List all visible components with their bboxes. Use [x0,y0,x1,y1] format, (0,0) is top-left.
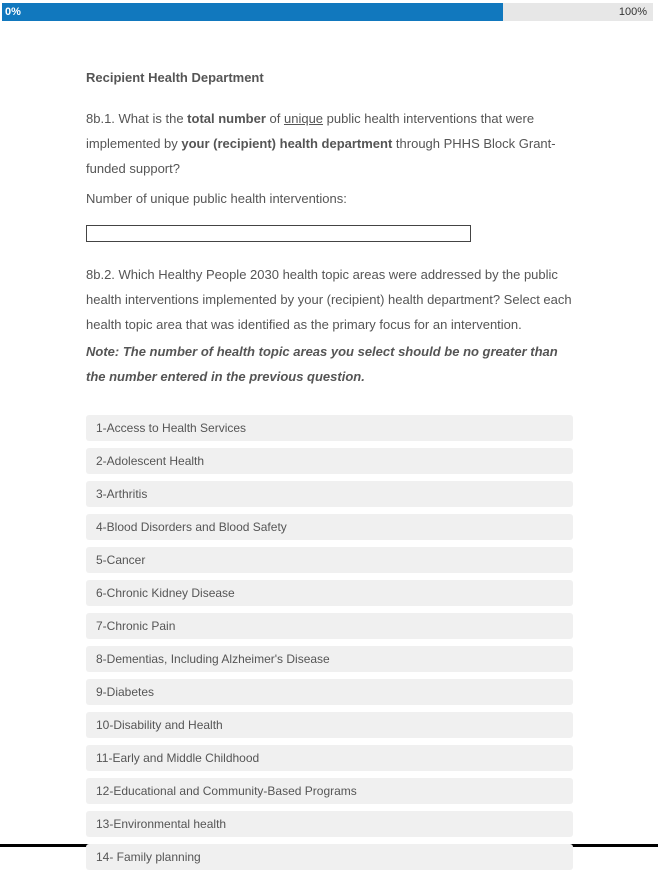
question-8b2-note: Note: The number of health topic areas you select should be no greater than the number entered in the previous question. [86,344,558,384]
topic-option-early-middle-childhood[interactable]: 11-Early and Middle Childhood [86,745,573,771]
topic-option-chronic-pain[interactable]: 7-Chronic Pain [86,613,573,639]
progress-bar [2,3,653,21]
topic-option-access-to-health-services[interactable]: 1-Access to Health Services [86,415,573,441]
q8b1-segment: 8b.1. What is the [86,111,188,126]
q8b1-segment-bold: total number [187,111,266,126]
topic-option-blood-disorders[interactable]: 4-Blood Disorders and Blood Safety [86,514,573,540]
question-8b1-text [86,106,573,181]
topic-option-diabetes[interactable]: 9-Diabetes [86,679,573,705]
topic-option-family-planning[interactable]: 14- Family planning [86,844,573,870]
topic-option-chronic-kidney-disease[interactable]: 6-Chronic Kidney Disease [86,580,573,606]
q8b1-segment: through PHHS Block Grant-funded support? [86,136,556,176]
survey-page [0,3,658,864]
topic-option-cancer[interactable]: 5-Cancer [86,547,573,573]
q8b1-segment: public health interventions that were implemented by [86,111,535,151]
number-input-label: Number of unique public health interventions: [86,191,347,206]
q8b1-segment: of [265,111,284,126]
progress-start-label: 0% [5,6,21,18]
q8b1-segment-bold: your (recipient) health department [181,136,393,151]
progress-bar-fill [2,3,503,21]
section-title: Recipient Health Department [86,70,264,85]
survey-content [86,65,573,870]
progress-end-label: 100% [618,6,647,18]
topic-option-adolescent-health[interactable]: 2-Adolescent Health [86,448,573,474]
topic-option-dementias[interactable]: 8-Dementias, Including Alzheimer's Disease [86,646,573,672]
q8b1-segment-underline: unique [283,111,324,126]
health-topic-list [86,415,573,870]
topic-option-disability-and-health[interactable]: 10-Disability and Health [86,712,573,738]
topic-option-environmental-health[interactable]: 13-Environmental health [86,811,573,837]
topic-option-educational-community-programs[interactable]: 12-Educational and Community-Based Programs [86,778,573,804]
interventions-number-input[interactable] [86,225,471,242]
topic-option-arthritis[interactable]: 3-Arthritis [86,481,573,507]
question-8b2-text: 8b.2. Which Healthy People 2030 health topic areas were addressed by the public health interventions implemented by your (recipient) health department? Select each health topic area that was identified as the primary focus for an intervention. [86,267,572,332]
